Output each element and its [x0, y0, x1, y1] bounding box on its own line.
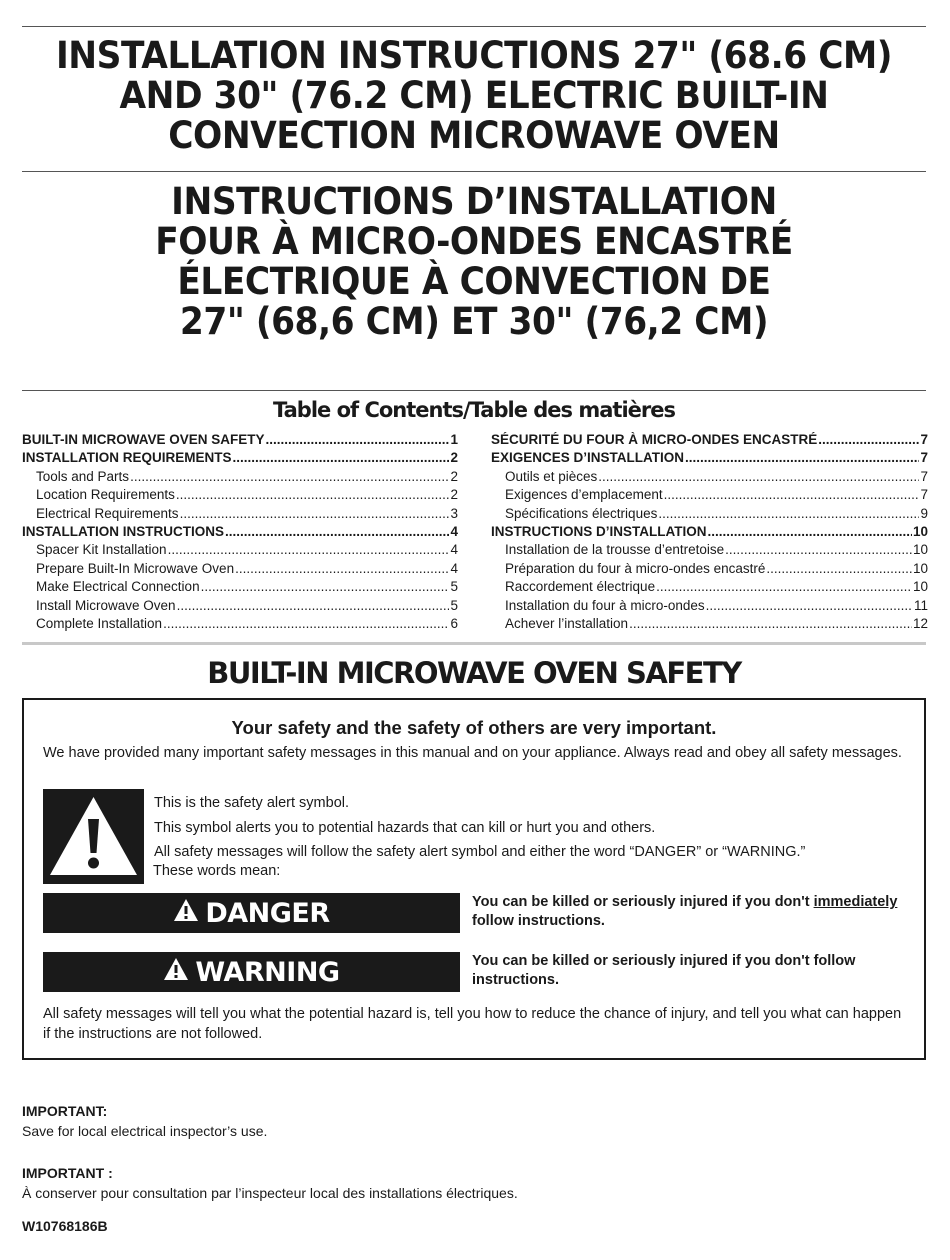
toc-entry [22, 506, 458, 524]
toc-entry [22, 561, 458, 579]
alert-line: These words mean: [153, 863, 281, 879]
toc-entry [22, 432, 458, 450]
toc-leader-dots [180, 506, 450, 521]
toc-entry [22, 598, 458, 616]
toc-entry-label: INSTRUCTIONS D’INSTALLATION [491, 523, 707, 539]
toc-leader-dots [598, 469, 919, 484]
safety-footer: All safety messages will tell you what the potential hazard is, tell you how to reduce the chance of injury, and tell you what can happen if the instructions are not followed. [43, 1006, 902, 1042]
toc-leader-dots [233, 450, 450, 465]
alert-line: This symbol alerts you to potential hazards that can kill or hurt you and others. [154, 820, 656, 836]
toc-entry [491, 598, 928, 616]
toc-entry-label: BUILT-IN MICROWAVE OVEN SAFETY [22, 432, 265, 447]
toc-entry-page: 1 [450, 432, 458, 447]
toc-title: Table of Contents/Table des matières [273, 398, 675, 422]
toc-entry-label: Achever l’installation [505, 615, 629, 631]
toc-entry [491, 432, 928, 450]
toc-entry-label: Electrical Requirements [36, 505, 179, 521]
toc-entry-page: 10 [912, 560, 928, 576]
toc-entry-label: Spacer Kit Installation [36, 542, 167, 558]
toc-column-french [491, 432, 928, 634]
toc-entry-page: 4 [450, 560, 458, 576]
toc-column-english [22, 432, 458, 634]
toc-entry [22, 579, 458, 597]
toc-entry-label: Prepare Built-In Microwave Oven [36, 560, 235, 576]
toc-entry-label: Installation du four à micro-ondes [505, 597, 705, 613]
toc-entry-page: 12 [912, 615, 928, 631]
toc-leader-dots [658, 506, 919, 521]
toc-leader-dots [177, 598, 450, 613]
toc-entry-label: Spécifications électriques [505, 505, 658, 521]
important-text: À conserver pour consultation par l’inspecteur local des installations électriques. [22, 1185, 518, 1201]
toc-entry-label: Make Electrical Connection [36, 579, 200, 595]
alert-line: All safety messages will follow the safety alert symbol and either the word “DANGER” or “WARNING.” [154, 844, 806, 860]
toc-leader-dots [201, 579, 450, 594]
toc-entry-page: 7 [920, 468, 928, 484]
danger-description-emphasis: immediately [813, 894, 898, 910]
toc-leader-dots [725, 542, 912, 557]
section-title: BUILT-IN MICROWAVE OVEN SAFETY [207, 656, 741, 690]
toc-entry-page: 10 [912, 579, 928, 595]
danger-description [472, 893, 917, 931]
document-number: W10768186B [22, 1218, 108, 1234]
toc-leader-dots [235, 561, 449, 576]
important-heading: IMPORTANT: [22, 1103, 108, 1119]
toc-entry-label: Tools and Parts [36, 468, 130, 484]
danger-description-text: follow instructions. [472, 913, 605, 929]
toc-leader-dots [225, 524, 449, 539]
toc-entry-label: Préparation du four à micro-ondes encastré [505, 560, 766, 576]
toc-entry-page: 5 [450, 579, 458, 595]
toc-leader-dots [664, 487, 920, 502]
toc-entry-page: 11 [913, 597, 928, 613]
french-title-line: ÉLECTRIQUE À CONVECTION DE [177, 260, 771, 303]
toc-entry-label: Exigences d’emplacement [505, 487, 663, 503]
toc-leader-dots [656, 579, 912, 594]
toc-entry-label: Installation de la trousse d’entretoise [505, 542, 725, 558]
toc-entry [491, 616, 928, 634]
toc-entry-label: Raccordement électrique [505, 579, 656, 595]
important-french [22, 1165, 518, 1201]
toc-leader-dots [629, 616, 912, 631]
warning-alert-icon [163, 957, 189, 988]
toc-entry-page: 2 [450, 487, 458, 503]
toc-entry-page: 4 [450, 523, 458, 539]
danger-alert-icon [173, 898, 199, 929]
safety-box [22, 698, 926, 1060]
toc-entry-page: 6 [450, 615, 458, 631]
english-title-line: AND 30" (76.2 CM) ELECTRIC BUILT-IN [119, 74, 829, 117]
toc-entry [22, 524, 458, 542]
toc-entry-label: SÉCURITÉ DU FOUR À MICRO-ONDES ENCASTRÉ [491, 432, 818, 447]
toc-entry-page: 2 [450, 450, 458, 466]
toc-entry [22, 616, 458, 634]
toc-leader-dots [163, 616, 449, 631]
french-title-line: FOUR À MICRO-ONDES ENCASTRÉ [155, 220, 793, 263]
danger-banner [43, 893, 460, 933]
toc-entry-page: 5 [450, 597, 458, 613]
toc-entry-page: 3 [450, 505, 458, 521]
toc-entry-page: 10 [912, 542, 928, 558]
warning-description: You can be killed or seriously injured if you don't follow instructions. [472, 953, 856, 988]
warning-banner [43, 952, 460, 992]
toc-top-rule [22, 390, 926, 391]
french-title-line: 27" (68,6 CM) ET 30" (76,2 CM) [179, 300, 769, 343]
alert-line: This is the safety alert symbol. [154, 795, 350, 811]
warning-label: WARNING [195, 956, 340, 988]
title-divider [22, 171, 926, 172]
toc-entry-label: Complete Installation [36, 615, 163, 631]
toc-leader-dots [176, 487, 450, 502]
toc-entry-label: INSTALLATION REQUIREMENTS [22, 450, 232, 466]
toc-entry-page: 2 [450, 468, 458, 484]
french-title [54, 182, 895, 342]
toc-leader-dots [766, 561, 912, 576]
toc-entry-label: Install Microwave Oven [36, 597, 176, 613]
toc-entry-label: EXIGENCES D’INSTALLATION [491, 450, 685, 466]
french-title-line: INSTRUCTIONS D’INSTALLATION [171, 180, 777, 223]
toc-leader-dots [168, 542, 450, 557]
toc-entry [491, 542, 928, 560]
toc-entry-page: 7 [920, 450, 928, 466]
warning-triangle-icon [43, 789, 144, 884]
toc-entry-label: INSTALLATION INSTRUCTIONS [22, 523, 224, 539]
toc-entry-page: 9 [920, 505, 928, 521]
toc-entry [22, 450, 458, 468]
toc-entry [491, 524, 928, 542]
important-text: Save for local electrical inspector’s use. [22, 1123, 268, 1139]
toc-entry-page: 7 [920, 432, 928, 447]
toc-leader-dots [266, 432, 450, 447]
toc-leader-dots [708, 524, 912, 539]
toc-entry-page: 10 [912, 523, 928, 539]
toc-entry-label: Location Requirements [36, 487, 175, 503]
english-title-line: CONVECTION MICROWAVE OVEN [168, 114, 780, 157]
toc-entry [22, 487, 458, 505]
toc-entry [491, 579, 928, 597]
toc-entry [491, 561, 928, 579]
section-separator [22, 642, 926, 645]
toc-leader-dots [130, 469, 449, 484]
danger-label: DANGER [205, 897, 330, 929]
toc-entry-page: 4 [450, 542, 458, 558]
danger-description-text: You can be killed or seriously injured if you don't [472, 894, 814, 910]
top-rule [22, 26, 926, 27]
english-title [54, 36, 895, 156]
toc-entry-label: Outils et pièces [505, 468, 598, 484]
toc-entry [491, 487, 928, 505]
toc-leader-dots [685, 450, 919, 465]
toc-entry [22, 469, 458, 487]
important-english [22, 1103, 267, 1139]
toc-entry [491, 450, 928, 468]
safety-heading: Your safety and the safety of others are very important. [231, 717, 717, 738]
toc-leader-dots [818, 432, 919, 447]
toc-entry [491, 506, 928, 524]
toc-leader-dots [706, 598, 913, 613]
important-heading: IMPORTANT : [22, 1165, 113, 1181]
toc-entry [491, 469, 928, 487]
toc-entry-page: 7 [920, 487, 928, 503]
safety-intro: We have provided many important safety messages in this manual and on your appliance. Always read and obey all safety messages. [43, 745, 902, 761]
toc-entry [22, 542, 458, 560]
english-title-line: INSTALLATION INSTRUCTIONS 27" (68.6 CM) [55, 34, 893, 77]
